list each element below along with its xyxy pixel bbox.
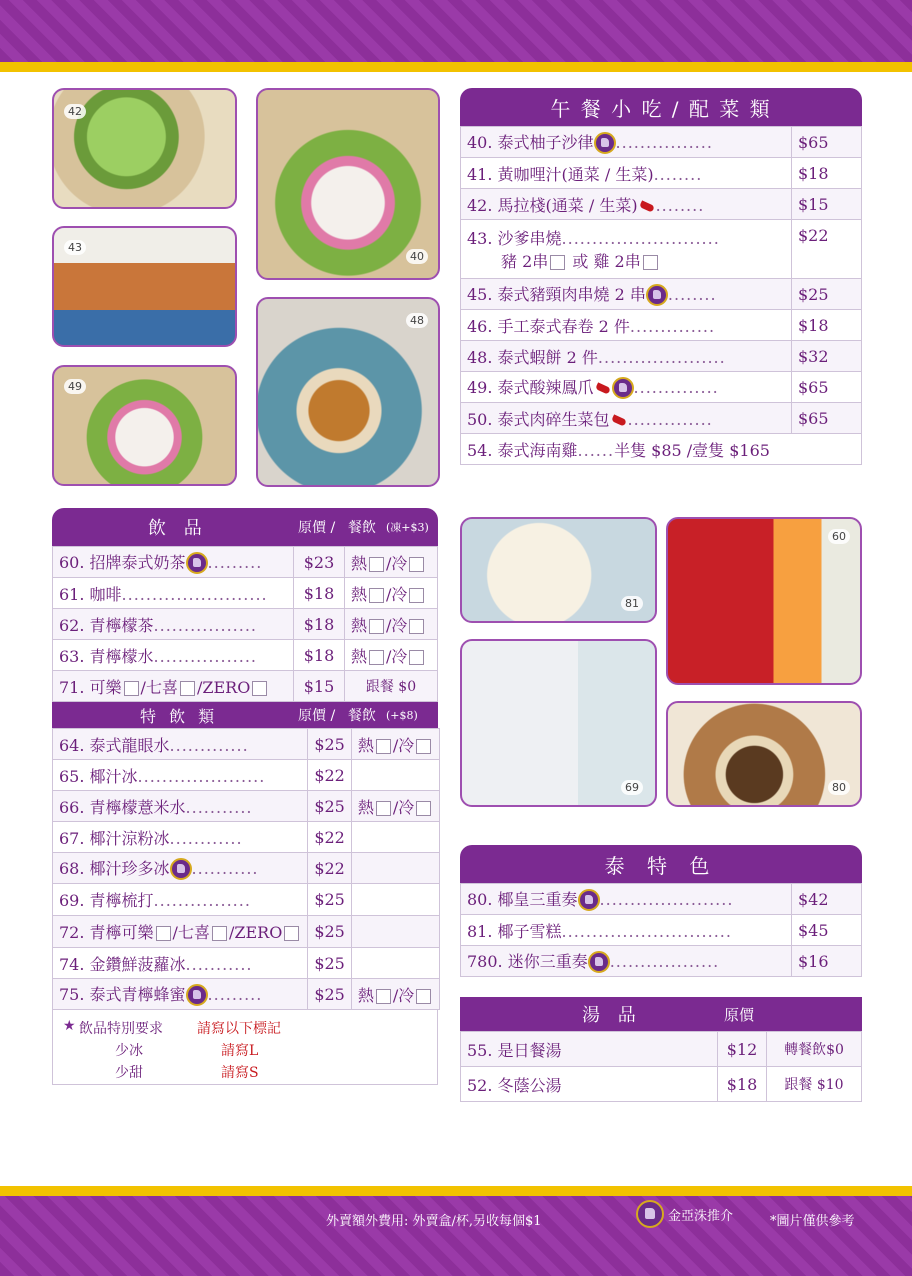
cold-checkbox[interactable] (416, 989, 431, 1004)
item-price: $25 (308, 916, 352, 948)
item-name: 65. 椰汁冰 (59, 766, 138, 786)
soup-title: 湯 品 (582, 1005, 642, 1026)
item-price: $18 (294, 640, 345, 671)
menu-row (53, 853, 440, 884)
recommend-legend (636, 1200, 733, 1228)
photo-number: 42 (64, 104, 86, 119)
item-price: $18 (294, 609, 345, 640)
hot-checkbox[interactable] (376, 989, 391, 1004)
menu-row (461, 884, 862, 915)
skewer-choice-pork: 豬 2串 (501, 252, 549, 271)
recommend-icon (186, 552, 208, 574)
photo-number: 43 (64, 240, 86, 255)
menu-row (461, 1032, 862, 1067)
dot-leader: ........... (191, 858, 259, 878)
recommend-icon (588, 951, 610, 973)
photo-item-49 (52, 365, 237, 486)
spicy-icon (595, 382, 611, 394)
chicken-checkbox[interactable] (643, 255, 658, 270)
cold-label: /冷 (386, 615, 408, 635)
special-drinks-title: 特 飲 類 (140, 706, 219, 726)
less-sweet-label: 少甜 (115, 1065, 143, 1081)
item-cell (53, 853, 308, 884)
takeaway-note: 外賣額外費用: 外賣盒/杯,另收每個$1 (326, 1214, 542, 1229)
item-cell (53, 822, 308, 853)
item-name: 43. 沙爹串燒 (467, 229, 562, 248)
soup-header (460, 997, 862, 1031)
hot-cold-choice (351, 760, 439, 791)
item-name: 64. 泰式龍眼水 (59, 735, 170, 755)
item-name: 75. 泰式青檸蜂蜜 (59, 984, 186, 1004)
dot-leader: ................. (153, 646, 258, 666)
dot-leader: ......... (207, 552, 263, 572)
item-name: 54. 泰式海南雞 (467, 440, 578, 460)
dot-leader: ................ (153, 891, 251, 910)
lunch-snacks-header (460, 88, 862, 126)
item-cell (53, 948, 308, 979)
menu-row (461, 403, 862, 434)
item-price: $25 (308, 979, 352, 1010)
item-name: 80. 椰皇三重奏 (467, 889, 578, 909)
thai-special-title: 泰 特 色 (604, 853, 718, 878)
menu-row (53, 884, 440, 916)
hot-cold-choice (345, 640, 438, 671)
less-sweet-code: 請寫S (221, 1065, 259, 1081)
set-price: 跟餐 $10 (767, 1067, 862, 1102)
hot-cold-choice (345, 547, 438, 578)
menu-row (461, 1067, 862, 1102)
dot-leader: ........... (185, 954, 253, 974)
menu-row (461, 189, 862, 220)
item-name: 63. 青檸檬水 (59, 646, 154, 666)
item-price: $15 (294, 671, 345, 702)
zero-checkbox[interactable] (284, 926, 299, 941)
special-drinks-header (52, 702, 438, 728)
menu-row (53, 979, 440, 1010)
set-price: 轉餐飲$0 (767, 1032, 862, 1067)
cold-checkbox[interactable] (416, 801, 431, 816)
menu-row (53, 729, 440, 760)
menu-row (53, 640, 438, 671)
special-col-price: 原價 / (298, 708, 336, 724)
dot-leader: ................. (153, 615, 258, 635)
menu-row (53, 578, 438, 609)
drinks-col-set: 餐飲 (348, 520, 376, 536)
hot-cold-choice (345, 609, 438, 640)
menu-row (461, 372, 862, 403)
menu-row (53, 547, 438, 578)
image-note: *圖片僅供參考 (770, 1214, 855, 1229)
lunch-snacks-table (460, 126, 862, 465)
item-price: $25 (308, 948, 352, 979)
item-name: 60. 招牌泰式奶茶 (59, 552, 186, 572)
hot-cold-choice (351, 822, 439, 853)
hot-cold-choice (351, 729, 439, 760)
photo-item-69 (460, 639, 657, 807)
hot-label: 熱 (357, 797, 374, 817)
footer (0, 1206, 912, 1230)
item-price: $22 (792, 220, 862, 279)
spicy-icon (639, 200, 655, 212)
item-name-part: /ZERO (228, 923, 283, 942)
coke-checkbox[interactable] (156, 926, 171, 941)
item-name: 40. 泰式柚子沙律 (467, 132, 594, 152)
less-ice-label: 少冰 (115, 1043, 143, 1059)
menu-row (53, 916, 440, 948)
dot-leader: ......... (207, 984, 263, 1004)
coke-checkbox[interactable] (124, 681, 139, 696)
cold-checkbox[interactable] (409, 650, 424, 665)
photo-item-81 (460, 517, 657, 623)
item-price: $18 (294, 578, 345, 609)
item-price: 半隻 $85 /壹隻 $165 (614, 440, 770, 460)
item-price: $65 (792, 127, 862, 158)
cold-checkbox[interactable] (409, 557, 424, 572)
dot-leader: ............. (169, 735, 249, 755)
menu-row (461, 341, 862, 372)
hot-checkbox[interactable] (376, 801, 391, 816)
thai-special-header (460, 845, 862, 883)
item-price: $18 (792, 158, 862, 189)
drinks-header (52, 508, 438, 546)
item-name: 81. 椰子雪糕 (467, 921, 562, 941)
photo-item-80 (666, 701, 862, 807)
pork-checkbox[interactable] (550, 255, 565, 270)
item-name: 71. 可樂 (59, 677, 122, 697)
dot-leader: ...... (577, 440, 615, 460)
item-cell (53, 791, 308, 822)
item-name: 69. 青檸梳打 (59, 891, 154, 910)
drinks-col-price: 原價 / (298, 520, 336, 536)
recommend-icon (646, 284, 668, 306)
item-cell (53, 760, 308, 791)
set-price: 跟餐 $0 (345, 671, 438, 702)
dot-leader: .............. (633, 377, 719, 397)
hot-label: 熱 (351, 584, 368, 604)
item-name: 62. 青檸檬茶 (59, 615, 154, 635)
photo-number: 40 (406, 249, 428, 264)
item-name: 48. 泰式蝦餅 2 件 (467, 347, 598, 367)
item-price: $45 (792, 915, 862, 946)
hot-label: 熱 (351, 615, 368, 635)
item-name: 61. 咖啡 (59, 584, 122, 604)
hot-checkbox[interactable] (369, 619, 384, 634)
item-price: $65 (792, 403, 862, 434)
hot-cold-choice (351, 884, 439, 916)
recommend-icon (578, 889, 600, 911)
hot-checkbox[interactable] (369, 588, 384, 603)
hot-cold-choice (351, 853, 439, 884)
photo-item-60 (666, 517, 862, 685)
cold-checkbox[interactable] (409, 588, 424, 603)
photo-number: 81 (621, 596, 643, 611)
soup-table (460, 1031, 862, 1102)
photo-item-40 (256, 88, 440, 280)
menu-row (461, 310, 862, 341)
item-price: $32 (792, 341, 862, 372)
hot-label: 熱 (351, 646, 368, 666)
dot-leader: ........ (655, 195, 705, 215)
recommend-label: 金亞洙推介 (668, 1208, 734, 1224)
item-price: $18 (718, 1067, 767, 1102)
menu-row (53, 760, 440, 791)
header-band (0, 0, 912, 62)
spicy-icon (611, 414, 627, 426)
drinks-menu (52, 508, 438, 1085)
hot-label: 熱 (351, 553, 368, 573)
menu-row (53, 671, 438, 702)
dot-leader: ..................... (137, 766, 266, 786)
menu-row (461, 946, 862, 977)
lunch-snacks-title: 午 餐 小 吃 / 配 菜 類 (550, 96, 772, 121)
menu-row (461, 158, 862, 189)
item-price: $18 (792, 310, 862, 341)
menu-row (461, 127, 862, 158)
item-price: $65 (792, 372, 862, 403)
dot-leader: ...................... (599, 889, 734, 909)
dot-leader: ........................ (121, 584, 268, 604)
item-price: $25 (308, 884, 352, 916)
recommend-icon (636, 1200, 664, 1228)
thai-special-menu (460, 845, 862, 977)
item-price: $23 (294, 547, 345, 578)
hot-checkbox[interactable] (369, 557, 384, 572)
item-name: 41. 黃咖哩汁(通菜 / 生菜) (467, 164, 654, 184)
item-name: 49. 泰式酸辣鳳爪 (467, 377, 594, 397)
recommend-icon (612, 377, 634, 399)
item-name: 780. 迷你三重奏 (467, 951, 588, 971)
item-name: 55. 是日餐湯 (461, 1032, 718, 1067)
cold-label: /冷 (386, 553, 408, 573)
item-price: $25 (308, 791, 352, 822)
cold-label: /冷 (392, 985, 415, 1005)
lunch-snacks-menu (460, 88, 862, 465)
recommend-icon (186, 984, 208, 1006)
soup-menu (460, 997, 862, 1102)
item-name: 66. 青檸檬薏米水 (59, 797, 186, 817)
skewer-choice-chicken: 或 雞 2串 (567, 252, 641, 271)
item-name: 50. 泰式肉碎生菜包 (467, 409, 610, 429)
special-col-set: 餐飲 (348, 708, 376, 724)
dot-leader: ............ (169, 828, 243, 848)
hot-cold-choice (351, 791, 439, 822)
cold-label: /冷 (392, 797, 415, 817)
hot-cold-choice (351, 979, 439, 1010)
dot-leader: ........ (653, 164, 703, 184)
photo-item-48 (256, 297, 440, 487)
item-name: 46. 手工泰式春卷 2 件 (467, 316, 630, 336)
drinks-table (52, 546, 438, 702)
soup-col-price: 原價 (724, 1005, 755, 1024)
item-price: $12 (718, 1032, 767, 1067)
menu-row (53, 609, 438, 640)
item-price: $25 (308, 729, 352, 760)
item-price: $42 (792, 884, 862, 915)
item-price: $25 (792, 279, 862, 310)
menu-row (461, 915, 862, 946)
item-cell (53, 884, 308, 916)
drinks-col-note: (凍+$3) (386, 521, 429, 534)
item-cell (53, 979, 308, 1010)
notes-title: 飲品特別要求 (79, 1021, 163, 1037)
hot-cold-choice (351, 948, 439, 979)
hot-label: 熱 (357, 735, 374, 755)
item-name: 74. 金鑽鮮菠蘿冰 (59, 954, 186, 974)
star-icon: ★ (63, 1018, 76, 1034)
photo-item-43 (52, 226, 237, 347)
hot-checkbox[interactable] (369, 650, 384, 665)
item-name-part: /七喜 (172, 923, 210, 942)
item-name: 42. 馬拉棧(通菜 / 生菜) (467, 195, 638, 215)
hot-checkbox[interactable] (376, 739, 391, 754)
photo-number: 60 (828, 529, 850, 544)
photo-number: 69 (621, 780, 643, 795)
menu-row (461, 434, 862, 465)
dot-leader: ................ (615, 132, 713, 152)
menu-row (461, 279, 862, 310)
item-name-part: /七喜 (140, 677, 178, 697)
item-price: $15 (792, 189, 862, 220)
item-name: 72. 青檸可樂 (59, 923, 154, 942)
menu-row (53, 791, 440, 822)
drinks-title: 飲 品 (148, 518, 208, 539)
dot-leader: .............. (627, 409, 713, 429)
cold-checkbox[interactable] (416, 739, 431, 754)
recommend-icon (594, 132, 616, 154)
item-name: 68. 椰汁珍多冰 (59, 858, 170, 878)
drinks-notes (52, 1010, 438, 1085)
7up-checkbox[interactable] (180, 681, 195, 696)
thai-special-table (460, 883, 862, 977)
7up-checkbox[interactable] (212, 926, 227, 941)
dot-leader: .......................... (561, 229, 720, 248)
zero-checkbox[interactable] (252, 681, 267, 696)
menu-row (461, 220, 862, 279)
hot-cold-choice (345, 578, 438, 609)
item-price: $22 (308, 822, 352, 853)
item-name-part: /ZERO (196, 677, 251, 697)
hot-cold-choice (351, 916, 439, 948)
cold-label: /冷 (386, 646, 408, 666)
menu-row (53, 822, 440, 853)
dot-leader: ........... (185, 797, 253, 817)
item-price: $22 (308, 760, 352, 791)
photo-number: 80 (828, 780, 850, 795)
dot-leader: ..................... (597, 347, 726, 367)
dot-leader: .............. (629, 316, 716, 336)
menu-row (53, 948, 440, 979)
photo-item-42 (52, 88, 237, 209)
dot-leader: ........ (667, 284, 717, 304)
item-name: 52. 冬蔭公湯 (461, 1067, 718, 1102)
special-drinks-table (52, 728, 440, 1010)
cold-label: /冷 (392, 735, 415, 755)
dot-leader: .................. (609, 951, 720, 971)
photo-number: 49 (64, 379, 86, 394)
item-price: $16 (792, 946, 862, 977)
dot-leader: ............................ (561, 921, 732, 941)
cold-checkbox[interactable] (409, 619, 424, 634)
notes-title-right: 請寫以下標記 (197, 1021, 281, 1037)
item-cell (53, 916, 308, 948)
less-ice-code: 請寫L (221, 1043, 259, 1059)
item-price: $22 (308, 853, 352, 884)
item-cell (53, 729, 308, 760)
photo-number: 48 (406, 313, 428, 328)
item-name: 67. 椰汁涼粉冰 (59, 828, 170, 848)
cold-label: /冷 (386, 584, 408, 604)
hot-label: 熱 (357, 985, 374, 1005)
recommend-icon (170, 858, 192, 880)
item-name: 45. 泰式豬頸肉串燒 2 串 (467, 284, 646, 304)
special-col-note: (+$8) (386, 708, 418, 722)
